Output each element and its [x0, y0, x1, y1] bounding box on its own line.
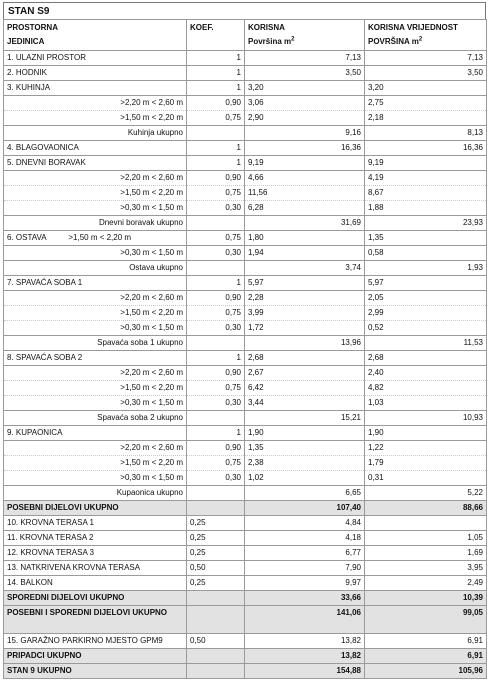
row-name: Ostava ukupno	[4, 261, 187, 276]
row-name: 14. BALKON	[4, 576, 187, 591]
row-name: SPOREDNI DIJELOVI UKUPNO	[4, 591, 187, 606]
table-row	[4, 306, 487, 321]
row-name: 3. KUHINJA	[4, 81, 187, 96]
row-area: 3,06	[245, 96, 365, 111]
row-area: 11,56	[245, 186, 365, 201]
row-value: 3,50	[365, 66, 487, 81]
row-coef	[187, 649, 245, 664]
row-name: 13. NATKRIVENA KROVNA TERASA	[4, 561, 187, 576]
row-coef: 0,75	[187, 111, 245, 126]
row-value: 6,91	[365, 649, 487, 664]
row-value: 2,75	[365, 96, 487, 111]
row-area: 16,36	[245, 141, 365, 156]
row-area: 7,90	[245, 561, 365, 576]
row-name: 15. GARAŽNO PARKIRNO MJESTO GPM9	[4, 634, 187, 649]
header-area-line2	[248, 35, 361, 49]
row-area: 1,35	[245, 441, 365, 456]
row-area: 6,28	[245, 201, 365, 216]
row-name: Kupaonica ukupno	[4, 486, 187, 501]
header-area	[245, 20, 365, 51]
row-value: 2,40	[365, 366, 487, 381]
row-area: 1,94	[245, 246, 365, 261]
table-row	[4, 531, 487, 546]
row-area: 3,99	[245, 306, 365, 321]
row-name: Spavaća soba 2 ukupno	[4, 411, 187, 426]
row-name: >1,50 m < 2,20 m	[4, 306, 187, 321]
row-coef: 0,30	[187, 321, 245, 336]
row-value: 2,68	[365, 351, 487, 366]
row-value	[365, 516, 487, 531]
table-row	[4, 456, 487, 471]
row-value: 2,18	[365, 111, 487, 126]
row-value: 16,36	[365, 141, 487, 156]
header-area-sup: 2	[291, 36, 295, 43]
row-value: 10,39	[365, 591, 487, 606]
row-coef	[187, 216, 245, 231]
row-coef: 1	[187, 81, 245, 96]
table-row	[4, 396, 487, 411]
row-area: 6,65	[245, 486, 365, 501]
row-coef: 0,90	[187, 171, 245, 186]
table-row	[4, 201, 487, 216]
row-value: 5,97	[365, 276, 487, 291]
row-name: >2,20 m < 2,60 m	[4, 291, 187, 306]
table-row	[4, 141, 487, 156]
row-area: 141,06	[245, 606, 365, 634]
row-area: 4,84	[245, 516, 365, 531]
row-name: >1,50 m < 2,20 m	[4, 381, 187, 396]
row-coef	[187, 411, 245, 426]
table-row	[4, 576, 487, 591]
row-name: 10. KROVNA TERASA 1	[4, 516, 187, 531]
row-coef	[187, 126, 245, 141]
row-area: 3,20	[245, 81, 365, 96]
row-area: 13,82	[245, 634, 365, 649]
row-name: 9. KUPAONICA	[4, 426, 187, 441]
row-name: >0,30 m < 1,50 m	[4, 201, 187, 216]
row-value: 1,93	[365, 261, 487, 276]
row-coef: 0,90	[187, 366, 245, 381]
row-coef: 0,75	[187, 381, 245, 396]
row-value: 105,96	[365, 664, 487, 679]
row-value: 0,52	[365, 321, 487, 336]
row-value: 2,99	[365, 306, 487, 321]
row-coef	[187, 501, 245, 516]
row-value: 1,90	[365, 426, 487, 441]
row-value: 1,88	[365, 201, 487, 216]
row-name: POSEBNI DIJELOVI UKUPNO	[4, 501, 187, 516]
table-row	[4, 501, 487, 516]
row-name: >0,30 m < 1,50 m	[4, 246, 187, 261]
table-row	[4, 96, 487, 111]
row-value: 8,13	[365, 126, 487, 141]
row-name: >1,50 m < 2,20 m	[4, 186, 187, 201]
row-name: 4. BLAGOVAONICA	[4, 141, 187, 156]
row-coef	[187, 486, 245, 501]
table-row	[4, 66, 487, 81]
row-name: >0,30 m < 1,50 m	[4, 321, 187, 336]
table-row	[4, 81, 487, 96]
sheet-title: STAN S9	[3, 2, 486, 19]
table-row	[4, 411, 487, 426]
row-name: 1. ULAZNI PROSTOR	[4, 51, 187, 66]
row-name: >1,50 m < 2,20 m	[4, 456, 187, 471]
row-value: 0,31	[365, 471, 487, 486]
row-name: >2,20 m < 2,60 m	[4, 171, 187, 186]
row-value: 2,05	[365, 291, 487, 306]
row-value: 11,53	[365, 336, 487, 351]
table-row	[4, 426, 487, 441]
row-name: PRIPADCI UKUPNO	[4, 649, 187, 664]
row-coef: 0,25	[187, 576, 245, 591]
table-row	[4, 126, 487, 141]
row-value: 1,35	[365, 231, 487, 246]
row-name: >2,20 m < 2,60 m	[4, 441, 187, 456]
table-row	[4, 291, 487, 306]
table-row	[4, 111, 487, 126]
header-value-line2	[368, 35, 483, 49]
row-area: 9,16	[245, 126, 365, 141]
row-name: 6. OSTAVA >1,50 m < 2,20 m	[4, 231, 187, 246]
table-row	[4, 441, 487, 456]
row-area: 2,90	[245, 111, 365, 126]
row-coef	[187, 261, 245, 276]
table-row	[4, 351, 487, 366]
row-name: Spavaća soba 1 ukupno	[4, 336, 187, 351]
row-coef: 0,75	[187, 231, 245, 246]
row-value: 1,69	[365, 546, 487, 561]
row-area: 2,28	[245, 291, 365, 306]
table-row	[4, 649, 487, 664]
row-area: 33,66	[245, 591, 365, 606]
table-row	[4, 634, 487, 649]
row-area: 6,77	[245, 546, 365, 561]
row-value: 1,79	[365, 456, 487, 471]
row-area: 1,90	[245, 426, 365, 441]
area-calculation-sheet	[3, 2, 486, 679]
row-value: 9,19	[365, 156, 487, 171]
row-coef: 0,50	[187, 634, 245, 649]
row-coef: 0,75	[187, 306, 245, 321]
row-name: 8. SPAVAĆA SOBA 2	[4, 351, 187, 366]
header-area-line2-text: Površina m	[248, 37, 292, 46]
row-area: 2,67	[245, 366, 365, 381]
header-unit-line2: JEDINICA	[7, 37, 45, 46]
row-value: 4,82	[365, 381, 487, 396]
row-value: 88,66	[365, 501, 487, 516]
table-row	[4, 276, 487, 291]
row-coef: 0,90	[187, 96, 245, 111]
row-value: 8,67	[365, 186, 487, 201]
header-unit-line1: PROSTORNA	[7, 23, 58, 32]
row-value: 2,49	[365, 576, 487, 591]
row-name: 7. SPAVAĆA SOBA 1	[4, 276, 187, 291]
row-name: 11. KROVNA TERASA 2	[4, 531, 187, 546]
row-area: 154,88	[245, 664, 365, 679]
row-coef: 1	[187, 51, 245, 66]
row-area: 2,68	[245, 351, 365, 366]
row-coef: 0,75	[187, 186, 245, 201]
table-header-row	[4, 20, 487, 51]
row-value: 23,93	[365, 216, 487, 231]
table-body	[4, 51, 487, 679]
row-area: 2,38	[245, 456, 365, 471]
row-value: 0,58	[365, 246, 487, 261]
row-name: STAN 9 UKUPNO	[4, 664, 187, 679]
table-row	[4, 186, 487, 201]
row-name: 2. HODNIK	[4, 66, 187, 81]
table-row	[4, 471, 487, 486]
row-area: 5,97	[245, 276, 365, 291]
row-coef: 0,30	[187, 201, 245, 216]
row-name: Kuhinja ukupno	[4, 126, 187, 141]
row-coef: 0,90	[187, 441, 245, 456]
header-value	[365, 20, 487, 51]
row-area: 15,21	[245, 411, 365, 426]
row-coef	[187, 606, 245, 634]
table-row	[4, 51, 487, 66]
row-value: 10,93	[365, 411, 487, 426]
row-area: 1,80	[245, 231, 365, 246]
row-area: 4,18	[245, 531, 365, 546]
row-coef: 1	[187, 426, 245, 441]
row-coef: 1	[187, 156, 245, 171]
row-value: 99,05	[365, 606, 487, 634]
table-row	[4, 321, 487, 336]
row-area: 3,50	[245, 66, 365, 81]
table-row	[4, 216, 487, 231]
row-name: 12. KROVNA TERASA 3	[4, 546, 187, 561]
table-row	[4, 606, 487, 634]
table-row	[4, 561, 487, 576]
row-area: 107,40	[245, 501, 365, 516]
row-coef: 1	[187, 141, 245, 156]
table-row	[4, 664, 487, 679]
table-row	[4, 231, 487, 246]
row-coef: 0,50	[187, 561, 245, 576]
row-name: POSEBNI I SPOREDNI DIJELOVI UKUPNO	[4, 606, 187, 634]
table-row	[4, 156, 487, 171]
row-name: >2,20 m < 2,60 m	[4, 366, 187, 381]
row-area: 3,74	[245, 261, 365, 276]
row-area: 9,97	[245, 576, 365, 591]
row-value: 5,22	[365, 486, 487, 501]
table-row	[4, 261, 487, 276]
table-row	[4, 591, 487, 606]
row-name: >2,20 m < 2,60 m	[4, 96, 187, 111]
area-table	[3, 19, 487, 679]
row-value: 7,13	[365, 51, 487, 66]
row-area: 3,44	[245, 396, 365, 411]
row-area: 1,72	[245, 321, 365, 336]
table-row	[4, 336, 487, 351]
row-name: 5. DNEVNI BORAVAK	[4, 156, 187, 171]
row-coef: 0,30	[187, 396, 245, 411]
row-coef: 1	[187, 276, 245, 291]
header-unit	[4, 20, 187, 51]
row-coef: 1	[187, 351, 245, 366]
row-value: 1,22	[365, 441, 487, 456]
table-row	[4, 171, 487, 186]
row-coef: 0,75	[187, 456, 245, 471]
row-name: >1,50 m < 2,20 m	[4, 111, 187, 126]
row-area: 9,19	[245, 156, 365, 171]
row-area: 13,82	[245, 649, 365, 664]
header-value-line1: KORISNA VRIJEDNOST	[368, 23, 458, 32]
row-coef: 0,25	[187, 531, 245, 546]
row-area: 7,13	[245, 51, 365, 66]
header-value-sup: 2	[418, 36, 423, 43]
row-area: 6,42	[245, 381, 365, 396]
row-value: 4,19	[365, 171, 487, 186]
row-value: 6,91	[365, 634, 487, 649]
table-row	[4, 246, 487, 261]
header-area-line1: KORISNA	[248, 23, 285, 32]
header-coef: KOEF.	[187, 20, 245, 51]
row-coef	[187, 591, 245, 606]
header-value-line2-text: POVRŠINA m	[368, 37, 419, 46]
row-name: Dnevni boravak ukupno	[4, 216, 187, 231]
row-name: >0,30 m < 1,50 m	[4, 396, 187, 411]
row-coef	[187, 336, 245, 351]
row-coef: 0,25	[187, 546, 245, 561]
row-coef: 0,30	[187, 246, 245, 261]
row-name: >0,30 m < 1,50 m	[4, 471, 187, 486]
row-value: 3,20	[365, 81, 487, 96]
row-value: 1,03	[365, 396, 487, 411]
row-area: 4,66	[245, 171, 365, 186]
table-row	[4, 486, 487, 501]
table-row	[4, 381, 487, 396]
row-coef	[187, 664, 245, 679]
row-coef: 0,30	[187, 471, 245, 486]
table-row	[4, 546, 487, 561]
row-value: 3,95	[365, 561, 487, 576]
row-coef: 1	[187, 66, 245, 81]
row-value: 1,05	[365, 531, 487, 546]
row-area: 31,69	[245, 216, 365, 231]
row-area: 13,96	[245, 336, 365, 351]
row-coef: 0,90	[187, 291, 245, 306]
row-area: 1,02	[245, 471, 365, 486]
row-coef: 0,25	[187, 516, 245, 531]
table-row	[4, 516, 487, 531]
table-row	[4, 366, 487, 381]
